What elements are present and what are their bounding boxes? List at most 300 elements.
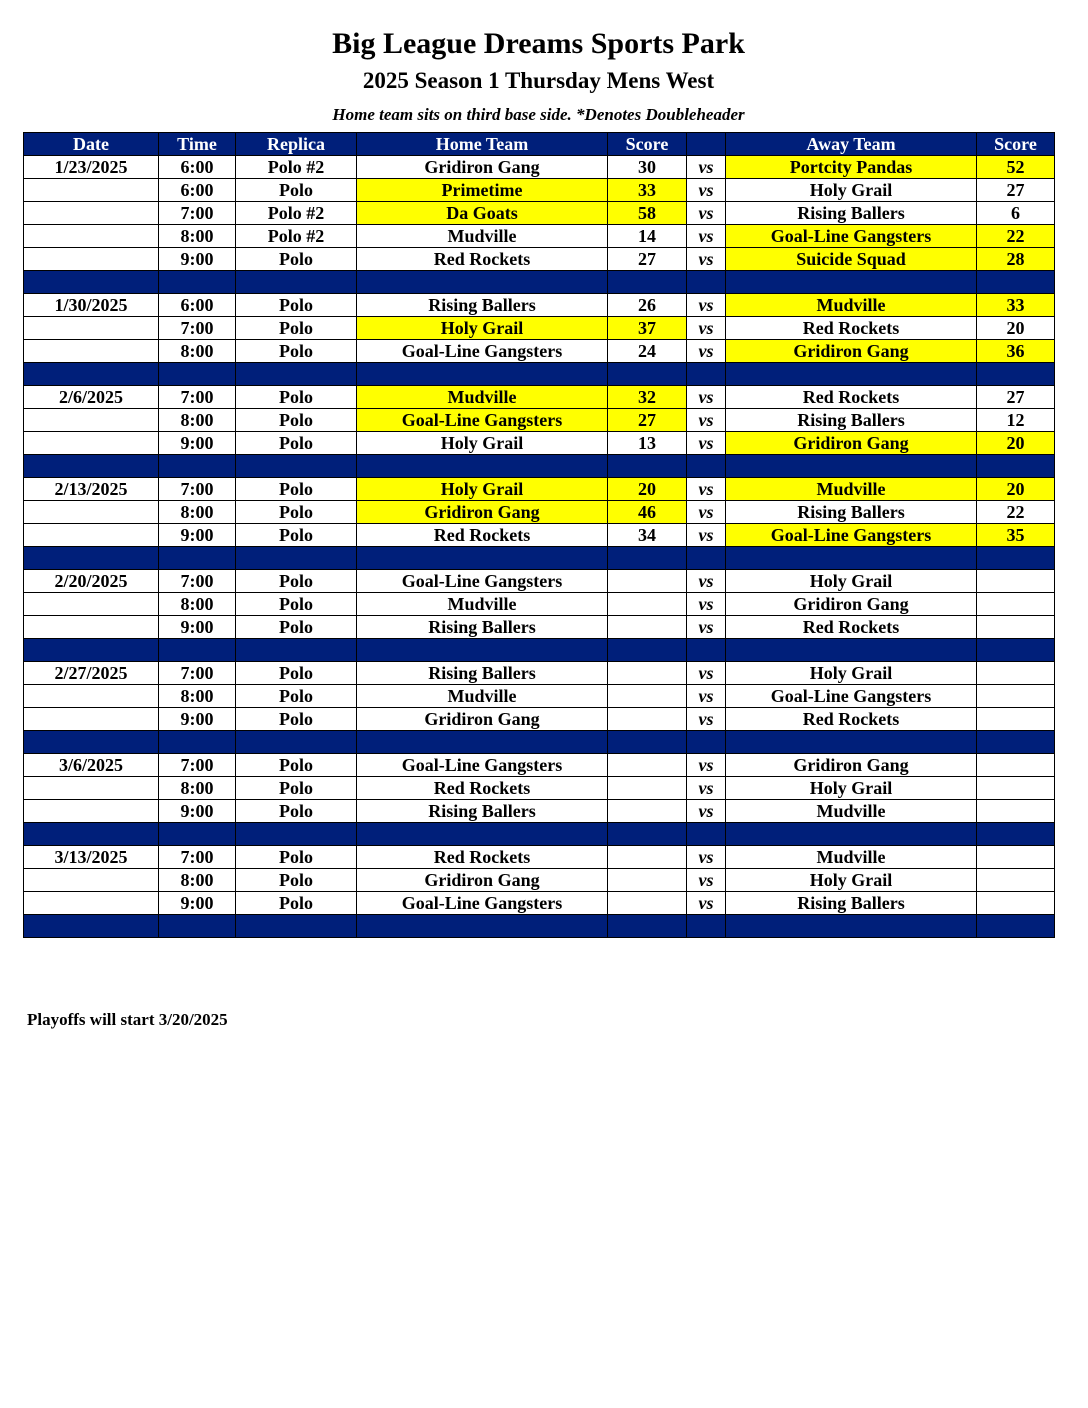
separator-cell xyxy=(357,271,608,294)
vs-label: vs xyxy=(687,593,726,616)
game-date: 3/13/2025 xyxy=(24,846,159,869)
game-date xyxy=(24,225,159,248)
home-team: Goal-Line Gangsters xyxy=(357,409,608,432)
vs-label: vs xyxy=(687,202,726,225)
separator-cell xyxy=(24,455,159,478)
game-time: 7:00 xyxy=(159,386,236,409)
away-team: Goal-Line Gangsters xyxy=(726,685,977,708)
separator-cell xyxy=(687,363,726,386)
game-time: 9:00 xyxy=(159,616,236,639)
home-team: Goal-Line Gangsters xyxy=(357,754,608,777)
game-time: 6:00 xyxy=(159,179,236,202)
away-score xyxy=(977,570,1055,593)
separator-cell xyxy=(977,271,1055,294)
separator-cell xyxy=(236,271,357,294)
away-score xyxy=(977,685,1055,708)
separator-cell xyxy=(236,639,357,662)
league-subtitle: 2025 Season 1 Thursday Mens West xyxy=(362,68,715,93)
week-separator xyxy=(24,363,1055,386)
game-row xyxy=(24,156,1055,179)
separator-cell xyxy=(357,731,608,754)
home-team: Primetime xyxy=(357,179,608,202)
game-row xyxy=(24,800,1055,823)
away-team: Red Rockets xyxy=(726,386,977,409)
separator-cell xyxy=(357,363,608,386)
game-row xyxy=(24,869,1055,892)
home-team: Rising Ballers xyxy=(357,616,608,639)
game-date: 2/6/2025 xyxy=(24,386,159,409)
vs-label: vs xyxy=(687,777,726,800)
home-score xyxy=(608,685,687,708)
week-separator xyxy=(24,271,1055,294)
game-replica: Polo xyxy=(236,340,357,363)
home-score: 26 xyxy=(608,294,687,317)
game-row xyxy=(24,616,1055,639)
separator-cell xyxy=(608,731,687,754)
separator-cell xyxy=(687,731,726,754)
home-team: Red Rockets xyxy=(357,846,608,869)
away-score: 22 xyxy=(977,501,1055,524)
separator-cell xyxy=(726,455,977,478)
game-time: 8:00 xyxy=(159,501,236,524)
away-score xyxy=(977,846,1055,869)
vs-label: vs xyxy=(687,156,726,179)
away-score: 20 xyxy=(977,432,1055,455)
home-score xyxy=(608,846,687,869)
home-score xyxy=(608,777,687,800)
separator-cell xyxy=(159,915,236,938)
home-score xyxy=(608,708,687,731)
separator-cell xyxy=(977,639,1055,662)
separator-cell xyxy=(159,271,236,294)
game-date xyxy=(24,248,159,271)
away-team: Mudville xyxy=(726,800,977,823)
separator-cell xyxy=(24,547,159,570)
home-team: Red Rockets xyxy=(357,248,608,271)
vs-label: vs xyxy=(687,294,726,317)
separator-cell xyxy=(608,639,687,662)
col-header-home-score: Score xyxy=(608,133,687,156)
vs-label: vs xyxy=(687,570,726,593)
away-team: Gridiron Gang xyxy=(726,432,977,455)
game-replica: Polo xyxy=(236,869,357,892)
game-date: 2/27/2025 xyxy=(24,662,159,685)
away-score: 27 xyxy=(977,386,1055,409)
vs-label: vs xyxy=(687,616,726,639)
vs-label: vs xyxy=(687,478,726,501)
home-team: Mudville xyxy=(357,685,608,708)
separator-cell xyxy=(977,731,1055,754)
home-score: 14 xyxy=(608,225,687,248)
game-row xyxy=(24,225,1055,248)
home-score: 27 xyxy=(608,248,687,271)
game-replica: Polo xyxy=(236,708,357,731)
week-separator xyxy=(24,455,1055,478)
game-time: 9:00 xyxy=(159,524,236,547)
separator-cell xyxy=(687,823,726,846)
game-time: 9:00 xyxy=(159,800,236,823)
game-replica: Polo xyxy=(236,593,357,616)
game-replica: Polo #2 xyxy=(236,156,357,179)
game-replica: Polo xyxy=(236,179,357,202)
vs-label: vs xyxy=(687,386,726,409)
away-team: Red Rockets xyxy=(726,616,977,639)
away-score: 20 xyxy=(977,478,1055,501)
separator-cell xyxy=(608,271,687,294)
col-header-vs xyxy=(687,133,726,156)
away-score: 35 xyxy=(977,524,1055,547)
home-team: Da Goats xyxy=(357,202,608,225)
away-score: 33 xyxy=(977,294,1055,317)
away-score xyxy=(977,593,1055,616)
home-score: 33 xyxy=(608,179,687,202)
separator-cell xyxy=(357,823,608,846)
home-team: Rising Ballers xyxy=(357,800,608,823)
away-score: 22 xyxy=(977,225,1055,248)
game-time: 9:00 xyxy=(159,432,236,455)
schedule-table xyxy=(23,132,1055,938)
col-header-away-score: Score xyxy=(977,133,1055,156)
home-team: Red Rockets xyxy=(357,777,608,800)
game-replica: Polo xyxy=(236,777,357,800)
home-score xyxy=(608,593,687,616)
game-date xyxy=(24,202,159,225)
vs-label: vs xyxy=(687,708,726,731)
game-date: 2/20/2025 xyxy=(24,570,159,593)
game-row xyxy=(24,478,1055,501)
home-team: Gridiron Gang xyxy=(357,156,608,179)
separator-cell xyxy=(977,547,1055,570)
separator-cell xyxy=(24,363,159,386)
home-score: 27 xyxy=(608,409,687,432)
home-score xyxy=(608,662,687,685)
game-date xyxy=(24,432,159,455)
vs-label: vs xyxy=(687,179,726,202)
vs-label: vs xyxy=(687,317,726,340)
vs-label: vs xyxy=(687,662,726,685)
game-time: 8:00 xyxy=(159,409,236,432)
away-team: Gridiron Gang xyxy=(726,593,977,616)
game-replica: Polo xyxy=(236,570,357,593)
game-time: 9:00 xyxy=(159,892,236,915)
separator-cell xyxy=(159,363,236,386)
separator-cell xyxy=(159,455,236,478)
home-score: 13 xyxy=(608,432,687,455)
game-row xyxy=(24,248,1055,271)
col-header-date: Date xyxy=(24,133,159,156)
home-team: Rising Ballers xyxy=(357,294,608,317)
away-score: 52 xyxy=(977,156,1055,179)
header-row xyxy=(24,133,1055,156)
home-score xyxy=(608,892,687,915)
away-team: Mudville xyxy=(726,846,977,869)
game-time: 8:00 xyxy=(159,225,236,248)
away-team: Gridiron Gang xyxy=(726,754,977,777)
separator-cell xyxy=(977,363,1055,386)
week-separator xyxy=(24,915,1055,938)
away-team: Rising Ballers xyxy=(726,892,977,915)
vs-label: vs xyxy=(687,501,726,524)
game-row xyxy=(24,754,1055,777)
home-team: Goal-Line Gangsters xyxy=(357,892,608,915)
away-team: Mudville xyxy=(726,294,977,317)
game-row xyxy=(24,317,1055,340)
separator-cell xyxy=(608,455,687,478)
separator-cell xyxy=(357,639,608,662)
game-replica: Polo xyxy=(236,616,357,639)
game-replica: Polo xyxy=(236,432,357,455)
separator-cell xyxy=(726,271,977,294)
game-date xyxy=(24,501,159,524)
game-replica: Polo xyxy=(236,478,357,501)
home-team: Goal-Line Gangsters xyxy=(357,570,608,593)
away-score xyxy=(977,616,1055,639)
game-replica: Polo xyxy=(236,409,357,432)
vs-label: vs xyxy=(687,248,726,271)
col-header-replica: Replica xyxy=(236,133,357,156)
separator-cell xyxy=(977,823,1055,846)
home-team: Holy Grail xyxy=(357,478,608,501)
vs-label: vs xyxy=(687,432,726,455)
separator-cell xyxy=(357,455,608,478)
away-team: Rising Ballers xyxy=(726,409,977,432)
home-team: Holy Grail xyxy=(357,432,608,455)
game-date xyxy=(24,616,159,639)
game-date xyxy=(24,892,159,915)
col-header-time: Time xyxy=(159,133,236,156)
away-team: Rising Ballers xyxy=(726,501,977,524)
away-score xyxy=(977,777,1055,800)
game-date: 2/13/2025 xyxy=(24,478,159,501)
separator-cell xyxy=(608,915,687,938)
game-date xyxy=(24,340,159,363)
game-time: 9:00 xyxy=(159,248,236,271)
game-date xyxy=(24,409,159,432)
separator-cell xyxy=(687,271,726,294)
home-score: 24 xyxy=(608,340,687,363)
away-team: Goal-Line Gangsters xyxy=(726,524,977,547)
away-score: 36 xyxy=(977,340,1055,363)
home-score: 37 xyxy=(608,317,687,340)
away-team: Holy Grail xyxy=(726,570,977,593)
vs-label: vs xyxy=(687,225,726,248)
game-time: 8:00 xyxy=(159,869,236,892)
home-team: Gridiron Gang xyxy=(357,708,608,731)
game-time: 6:00 xyxy=(159,294,236,317)
separator-cell xyxy=(608,363,687,386)
vs-label: vs xyxy=(687,800,726,823)
home-score xyxy=(608,570,687,593)
away-team: Red Rockets xyxy=(726,317,977,340)
home-team: Goal-Line Gangsters xyxy=(357,340,608,363)
game-date: 3/6/2025 xyxy=(24,754,159,777)
separator-cell xyxy=(726,915,977,938)
game-replica: Polo xyxy=(236,800,357,823)
home-team: Mudville xyxy=(357,386,608,409)
separator-cell xyxy=(159,731,236,754)
vs-label: vs xyxy=(687,846,726,869)
away-team: Holy Grail xyxy=(726,179,977,202)
game-replica: Polo xyxy=(236,846,357,869)
game-row xyxy=(24,570,1055,593)
game-row xyxy=(24,708,1055,731)
home-score: 20 xyxy=(608,478,687,501)
vs-label: vs xyxy=(687,685,726,708)
separator-cell xyxy=(687,639,726,662)
away-score: 20 xyxy=(977,317,1055,340)
away-team: Red Rockets xyxy=(726,708,977,731)
home-team: Holy Grail xyxy=(357,317,608,340)
home-score xyxy=(608,869,687,892)
away-score: 6 xyxy=(977,202,1055,225)
col-header-home-team: Home Team xyxy=(357,133,608,156)
separator-cell xyxy=(236,363,357,386)
away-score xyxy=(977,869,1055,892)
game-time: 9:00 xyxy=(159,708,236,731)
page-title: Big League Dreams Sports Park xyxy=(332,27,745,60)
game-replica: Polo xyxy=(236,685,357,708)
game-date: 1/30/2025 xyxy=(24,294,159,317)
separator-cell xyxy=(687,455,726,478)
game-date: 1/23/2025 xyxy=(24,156,159,179)
game-replica: Polo xyxy=(236,662,357,685)
separator-cell xyxy=(726,547,977,570)
away-score xyxy=(977,754,1055,777)
schedule-body xyxy=(24,156,1055,938)
game-row xyxy=(24,846,1055,869)
game-replica: Polo xyxy=(236,892,357,915)
away-team: Suicide Squad xyxy=(726,248,977,271)
separator-cell xyxy=(24,731,159,754)
game-time: 8:00 xyxy=(159,777,236,800)
away-team: Holy Grail xyxy=(726,777,977,800)
home-score: 30 xyxy=(608,156,687,179)
game-time: 7:00 xyxy=(159,662,236,685)
game-date xyxy=(24,179,159,202)
separator-cell xyxy=(236,547,357,570)
home-score: 46 xyxy=(608,501,687,524)
away-team: Holy Grail xyxy=(726,662,977,685)
week-separator xyxy=(24,547,1055,570)
separator-cell xyxy=(977,455,1055,478)
game-date xyxy=(24,524,159,547)
home-team: Mudville xyxy=(357,225,608,248)
away-score: 12 xyxy=(977,409,1055,432)
separator-cell xyxy=(608,547,687,570)
game-time: 6:00 xyxy=(159,156,236,179)
game-time: 8:00 xyxy=(159,685,236,708)
game-replica: Polo xyxy=(236,317,357,340)
game-time: 7:00 xyxy=(159,317,236,340)
game-replica: Polo xyxy=(236,501,357,524)
separator-cell xyxy=(24,823,159,846)
separator-cell xyxy=(687,547,726,570)
week-separator xyxy=(24,731,1055,754)
game-replica: Polo xyxy=(236,386,357,409)
game-row xyxy=(24,340,1055,363)
away-team: Rising Ballers xyxy=(726,202,977,225)
week-separator xyxy=(24,823,1055,846)
away-team: Holy Grail xyxy=(726,869,977,892)
away-score xyxy=(977,892,1055,915)
separator-cell xyxy=(726,363,977,386)
game-time: 7:00 xyxy=(159,846,236,869)
away-team: Goal-Line Gangsters xyxy=(726,225,977,248)
playoffs-note: Playoffs will start 3/20/2025 xyxy=(27,1010,228,1029)
game-time: 7:00 xyxy=(159,202,236,225)
separator-cell xyxy=(977,915,1055,938)
home-team: Rising Ballers xyxy=(357,662,608,685)
game-time: 7:00 xyxy=(159,478,236,501)
vs-label: vs xyxy=(687,340,726,363)
separator-cell xyxy=(236,823,357,846)
game-row xyxy=(24,432,1055,455)
game-date xyxy=(24,685,159,708)
schedule-note: Home team sits on third base side. *Denotes Doubleheader xyxy=(332,105,745,124)
game-time: 8:00 xyxy=(159,340,236,363)
home-score xyxy=(608,754,687,777)
separator-cell xyxy=(236,455,357,478)
game-date xyxy=(24,317,159,340)
game-row xyxy=(24,294,1055,317)
separator-cell xyxy=(159,823,236,846)
game-row xyxy=(24,685,1055,708)
game-replica: Polo #2 xyxy=(236,225,357,248)
game-date xyxy=(24,593,159,616)
week-separator xyxy=(24,639,1055,662)
separator-cell xyxy=(24,271,159,294)
away-team: Gridiron Gang xyxy=(726,340,977,363)
game-row xyxy=(24,179,1055,202)
game-date xyxy=(24,869,159,892)
separator-cell xyxy=(24,639,159,662)
game-date xyxy=(24,777,159,800)
game-time: 7:00 xyxy=(159,570,236,593)
away-team: Mudville xyxy=(726,478,977,501)
separator-cell xyxy=(24,915,159,938)
separator-cell xyxy=(357,547,608,570)
game-row xyxy=(24,662,1055,685)
separator-cell xyxy=(236,915,357,938)
vs-label: vs xyxy=(687,409,726,432)
game-replica: Polo xyxy=(236,294,357,317)
home-score: 58 xyxy=(608,202,687,225)
home-score xyxy=(608,616,687,639)
game-replica: Polo xyxy=(236,524,357,547)
col-header-away-team: Away Team xyxy=(726,133,977,156)
game-row xyxy=(24,892,1055,915)
game-date xyxy=(24,708,159,731)
away-score: 28 xyxy=(977,248,1055,271)
away-score: 27 xyxy=(977,179,1055,202)
separator-cell xyxy=(726,639,977,662)
home-team: Mudville xyxy=(357,593,608,616)
separator-cell xyxy=(159,639,236,662)
away-score xyxy=(977,800,1055,823)
game-row xyxy=(24,501,1055,524)
game-row xyxy=(24,202,1055,225)
game-replica: Polo xyxy=(236,248,357,271)
vs-label: vs xyxy=(687,892,726,915)
home-score: 34 xyxy=(608,524,687,547)
home-team: Gridiron Gang xyxy=(357,869,608,892)
separator-cell xyxy=(726,823,977,846)
game-row xyxy=(24,777,1055,800)
separator-cell xyxy=(236,731,357,754)
home-score: 32 xyxy=(608,386,687,409)
game-replica: Polo xyxy=(236,754,357,777)
separator-cell xyxy=(357,915,608,938)
